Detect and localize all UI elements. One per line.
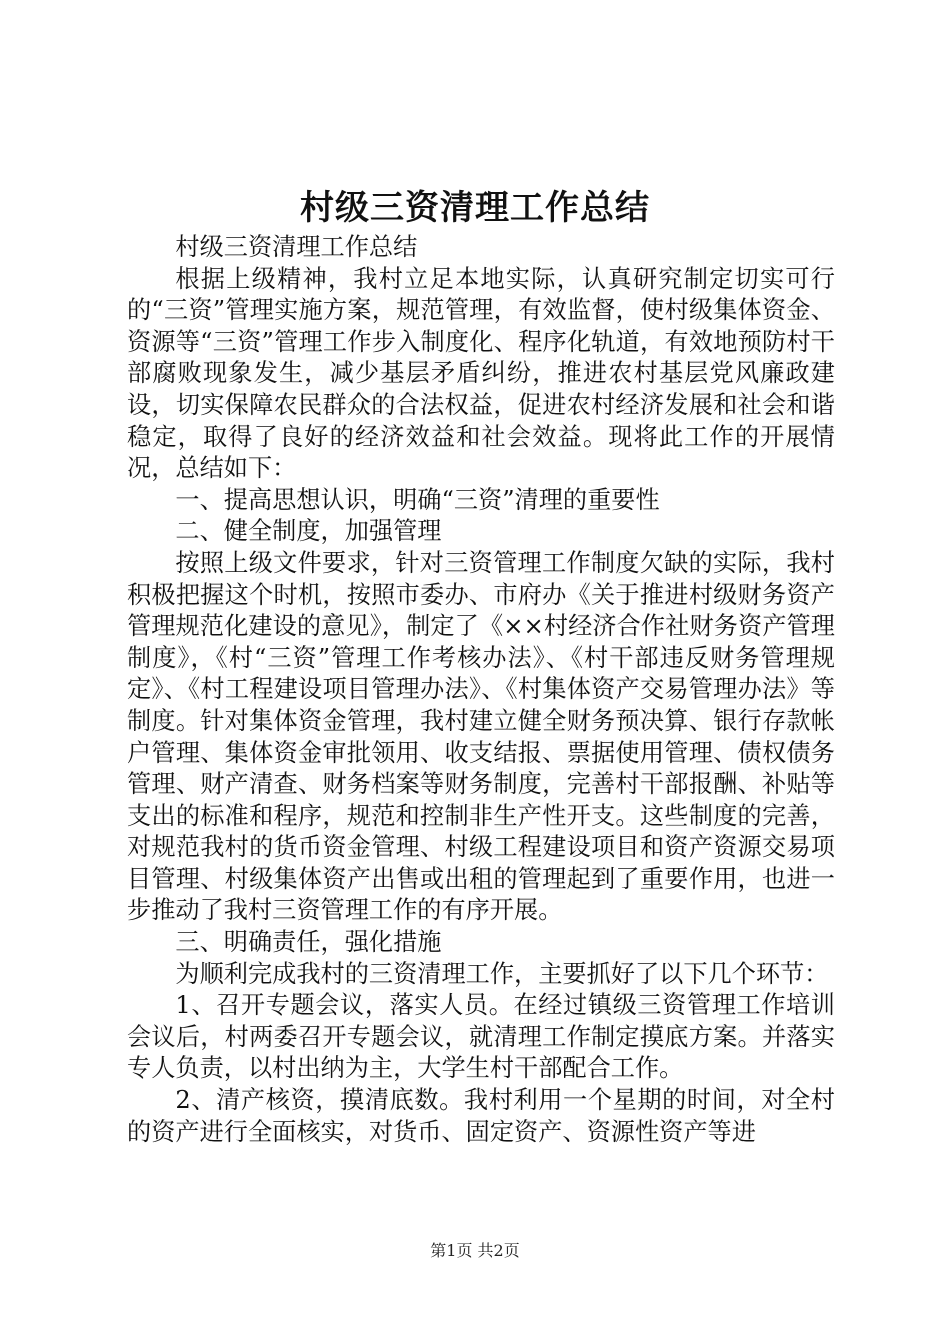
paragraph-subtitle: 村级三资清理工作总结 bbox=[175, 233, 418, 261]
paragraph-intro: 根据上级精神，我村立足本地实际，认真研究制定切实可行的“三资”管理实施方案，规范管理，有效监督，使村级集体资金、资源等“三资”管理工作步入制度化、程序化轨道，有效地预防村干部腐败现象发生，减少基层矛盾纠纷，推进农村基层党风廉政建设，切实保障农民群众的合法权益，促进农村经济发展和社会和谐稳定，取得了良好的经济效益和社会效益。现将此工作的开展情况，总结如下： bbox=[127, 264, 835, 483]
paragraph-section-3-intro: 为顺利完成我村的三资清理工作，主要抓好了以下几个环节： bbox=[175, 959, 829, 988]
paragraph-item-1: 1、召开专题会议，落实人员。在经过镇级三资管理工作培训会议后，村两委召开专题会议，就清理工作制定摸底方案。并落实专人负责，以村出纳为主，大学生村干部配合工作。 bbox=[127, 991, 835, 1083]
paragraph-section-2: 按照上级文件要求，针对三资管理工作制度欠缺的实际，我村积极把握这个时机，按照市委办、市府办《关于推进村级财务资产管理规范化建设的意见》，制定了《××村经济合作社财务资产管理制度》，《村“三资”管理工作考核办法》、《村干部违反财务管理规定》、《村工程建设项目管理办法》、《村集体资产交易管理办法》等制度。针对集体资金管理，我村建立健全财务预决算、银行存款帐户管理、集体资金审批领用、收支结报、票据使用管理、债权债务管理、财产清查、财务档案等财务制度，完善村干部报酬、补贴等支出的标准和程序，规范和控制非生产性开支。这些制度的完善，对规范我村的货币资金管理、村级工程建设项目和资产资源交易项目管理、村级集体资产出售或出租的管理起到了重要作用，也进一步推动了我村三资管理工作的有序开展。 bbox=[127, 548, 835, 925]
section-heading-3: 三、明确责任，强化措施 bbox=[175, 928, 442, 957]
section-heading-1: 一、提高思想认识，明确“三资”清理的重要性 bbox=[175, 485, 660, 514]
document-title: 村级三资清理工作总结 bbox=[300, 188, 650, 228]
paragraph-item-2: 2、清产核资，摸清底数。我村利用一个星期的时间，对全村的资产进行全面核实，对货币、固定资产、资源性资产等进 bbox=[127, 1086, 835, 1146]
page-footer: 第1页 共2页 bbox=[430, 1241, 520, 1260]
section-heading-2: 二、健全制度，加强管理 bbox=[175, 517, 442, 546]
document-body bbox=[127, 232, 835, 1148]
